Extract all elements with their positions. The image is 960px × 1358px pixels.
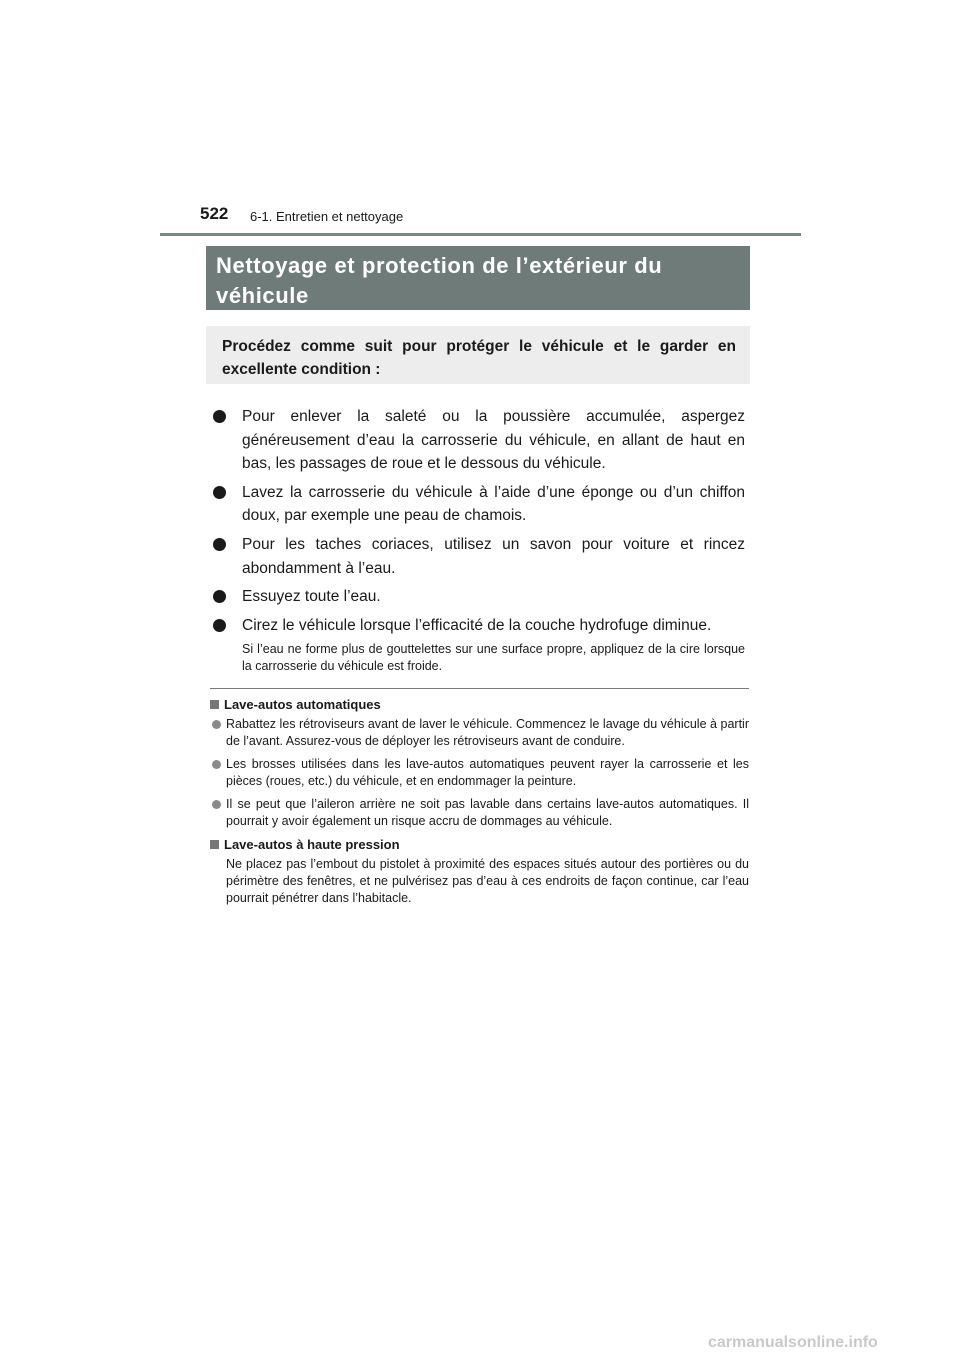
bullet-text: Essuyez toute l’eau. bbox=[242, 588, 381, 606]
note-item-text: Rabattez les rétroviseurs avant de laver le véhicule. Commencez le lavage du véhicule à partir de l’avant. Assurez-vous de déployer les rétroviseurs avant de conduire. bbox=[226, 717, 749, 748]
bullet-icon bbox=[212, 760, 221, 769]
list-item bbox=[213, 405, 745, 476]
bullet-icon bbox=[213, 590, 226, 603]
bullet-text: Pour les taches coriaces, utilisez un savon pour voiture et rincez abondamment à l’eau. bbox=[242, 535, 745, 577]
list-item bbox=[213, 614, 745, 676]
note-item-text: Il se peut que l’aileron arrière ne soit pas lavable dans certains lave-autos automatiques. Il pourrait y avoir également un risque accru de dommages au véhicule. bbox=[226, 797, 749, 828]
notes-section bbox=[210, 696, 749, 907]
square-bullet-icon bbox=[210, 700, 219, 709]
bullet-list bbox=[213, 405, 745, 680]
list-item bbox=[213, 481, 745, 528]
bullet-icon bbox=[213, 619, 226, 632]
bullet-icon bbox=[213, 486, 226, 499]
note-heading-text: Lave-autos automatiques bbox=[224, 697, 381, 712]
note-item-text: Les brosses utilisées dans les lave-autos automatiques peuvent rayer la carrosserie et les pièces (roues, etc.) du véhicule, et en endommager la peinture. bbox=[226, 757, 749, 788]
bullet-text: Lavez la carrosserie du véhicule à l’aide d’une éponge ou d’un chiffon doux, par exemple une peau de chamois. bbox=[242, 483, 745, 525]
bullet-text: Cirez le véhicule lorsque l’efficacité de la couche hydrofuge diminue. bbox=[242, 616, 712, 634]
page-number: 522 bbox=[200, 204, 229, 223]
watermark: carmanualsonline.info bbox=[708, 1334, 878, 1351]
bullet-icon bbox=[213, 410, 226, 423]
list-item bbox=[213, 585, 745, 609]
intro-box: Procédez comme suit pour protéger le véhicule et le garder en excellente condition : bbox=[206, 326, 750, 384]
bullet-icon bbox=[212, 800, 221, 809]
notes-divider bbox=[210, 688, 749, 689]
note-heading-high-pressure bbox=[210, 836, 749, 853]
page-title: Nettoyage et protection de l’extérieur du véhicule bbox=[206, 246, 750, 310]
note-heading-text: Lave-autos à haute pression bbox=[224, 837, 400, 852]
bullet-icon bbox=[212, 720, 221, 729]
section-label: 6-1. Entretien et nettoyage bbox=[250, 209, 404, 224]
note-heading-automatic bbox=[210, 696, 749, 713]
bullet-note: Si l’eau ne forme plus de gouttelettes sur une surface propre, appliquez de la cire lorsque la carrosserie du véhicule est froide. bbox=[242, 642, 745, 674]
bullet-icon bbox=[213, 538, 226, 551]
header-divider bbox=[160, 233, 801, 236]
note-item bbox=[210, 716, 749, 750]
list-item bbox=[213, 533, 745, 580]
note-item bbox=[210, 756, 749, 790]
note-item bbox=[210, 796, 749, 830]
square-bullet-icon bbox=[210, 840, 219, 849]
bullet-text: Pour enlever la saleté ou la poussière accumulée, aspergez généreusement d’eau la carrosserie du véhicule, en allant de haut en bas, les passages de roue et le dessous du véhicule. bbox=[242, 408, 745, 473]
note-paragraph: Ne placez pas l’embout du pistolet à proximité des espaces situés autour des portières ou du périmètre des fenêtres, et ne pulvérisez pas d’eau à ces endroits de façon continue, car l’eau pourrait pénétrer dans l’habitacle. bbox=[226, 857, 749, 905]
